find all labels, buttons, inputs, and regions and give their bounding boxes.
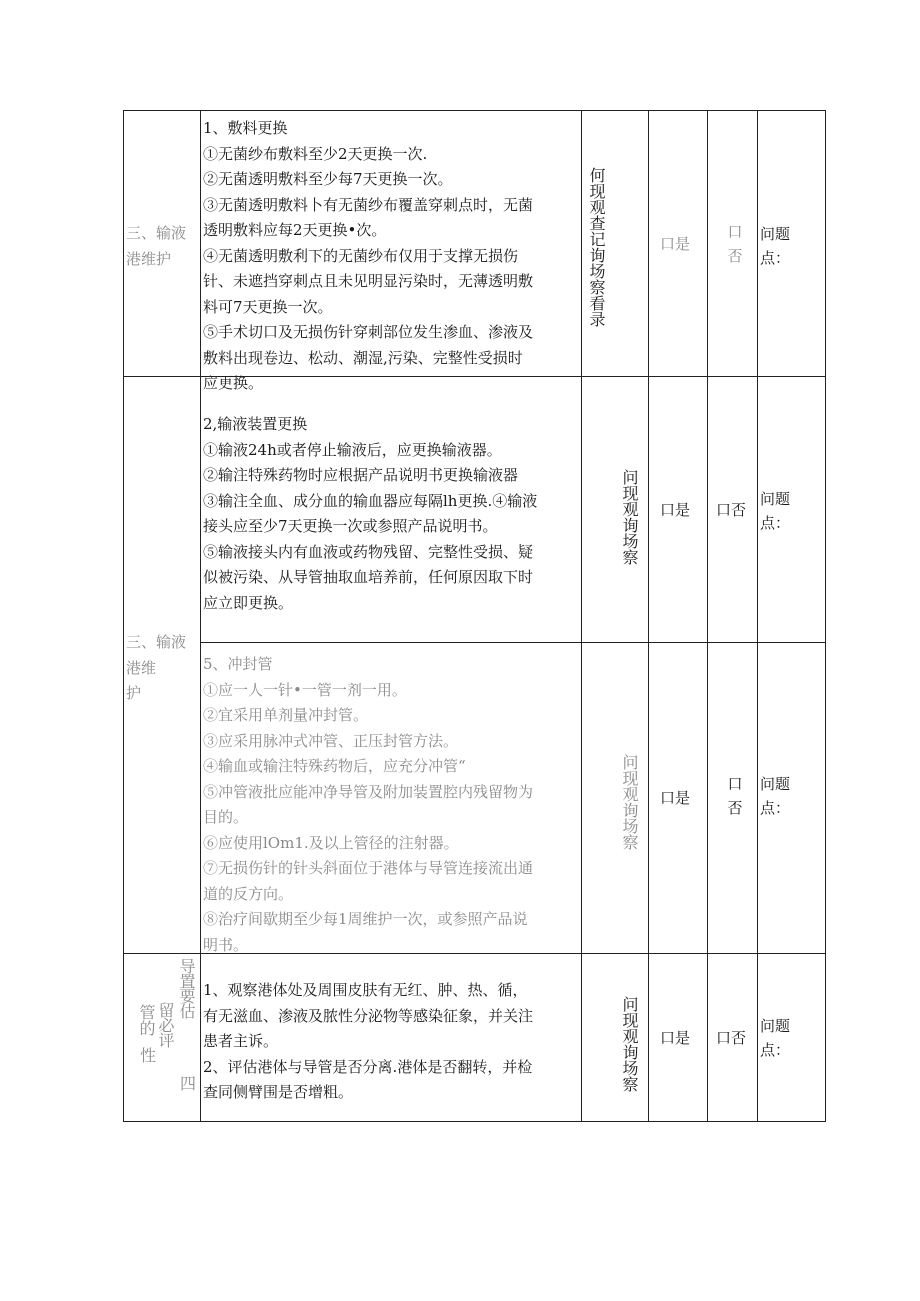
no-checkbox[interactable]: 口 否 [727,775,743,817]
yes-checkbox[interactable]: 口是 [660,1029,691,1047]
category-label: 导置要估 留必评 管的 性 四 [137,958,196,1093]
issue-label: 问题 点： [760,775,791,817]
yes-checkbox[interactable]: 口是 [660,235,691,253]
table-border-bottom [123,1121,826,1122]
yes-checkbox[interactable]: 口是 [660,789,691,807]
check-method: 场察看录 何现观查记询 [587,167,606,327]
check-method: 场察 问现观询 [620,996,639,1092]
item-content: 1、敷料更换 ①无菌纱布敷料至少2天更换一次. ②无菌透明敷料至少每7天更换一次。 ③无菌透明敷料卜有无菌纱布覆盖穿刺点时，无菌 透明敷料应每2天更换•次。 ④无菌透明敷利下的无菌纱布仅用于支撑无损伤 针、未遮挡穿刺点且未见明显污染时，无薄透明敷 料可7天更换一次。 ⑤手术切口及无损伤针穿刺部位发生渗血、渗液及 敷料出现卷边、松动、潮湿,污染、完整性受损时 应更换。 [203,119,534,392]
item-content: 5、冲封管 ①应一人一针•一管一剂一用。 ②宜采用单剂量冲封管。 ③应采用脉冲式冲管、正压封管方法。 ④输血或输注特殊药物后，应充分冲管“ ⑤冲管液批应能冲净导管及附加装置腔内残留物为 目的。 ⑥应使用lOm1.及以上管径的注射器。 ⑦无损伤针的针头斜面位于港体与导管连接流出通 道的反方向。 ⑧治疗间歇期至少每1周维护一次，或参照产品说 明书。 [203,655,534,954]
issue-label: 问题 点： [760,1017,791,1059]
no-checkbox[interactable]: 口 否 [727,223,743,265]
item-content: 1、观察港体处及周围皮肤有无红、肿、热、循， 有无滋血、渗液及脓性分泌物等感染征象，并关注 患者主诉。 2、评估港体与导管是否分离.港体是否翻转，并检 查同侧臂围是否增粗。 [203,981,534,1101]
category-label: 三、输液 港维护 [126,224,187,268]
yes-checkbox[interactable]: 口是 [660,501,691,519]
category-label: 三、输液 港维 护 [126,633,187,702]
column-divider [648,110,649,1122]
column-divider [581,110,582,1122]
table-border-top [123,110,826,111]
item-content: 2,输液装置更换 ①输液24h或者停止输液后，应更换输液器。 ②输注特殊药物时应根据产品说明书更换输液器 ③输注全血、成分血的输血器应每隔lh更换.④输液 接头应至少7天更换一次或参照产品说明书。 ⑤输液接头内有血液或药物残留、完整性受损、疑 似被污染、从导管抽取血培养前，任何原因取下时 应立即更换。 [203,415,538,612]
issue-label: 问题 点： [760,225,791,267]
row-divider [200,642,826,643]
column-divider [707,110,708,1122]
table-border-left [123,110,124,1122]
no-checkbox[interactable]: 口否 [716,501,747,519]
check-method: 场察 问现观询 [620,754,639,850]
no-checkbox[interactable]: 口否 [716,1029,747,1047]
column-divider [200,110,201,1122]
check-method: 场察 问现观询 [620,469,639,565]
column-divider [757,110,758,1122]
table-border-right [825,110,826,1122]
issue-label: 问题 点： [760,490,791,532]
